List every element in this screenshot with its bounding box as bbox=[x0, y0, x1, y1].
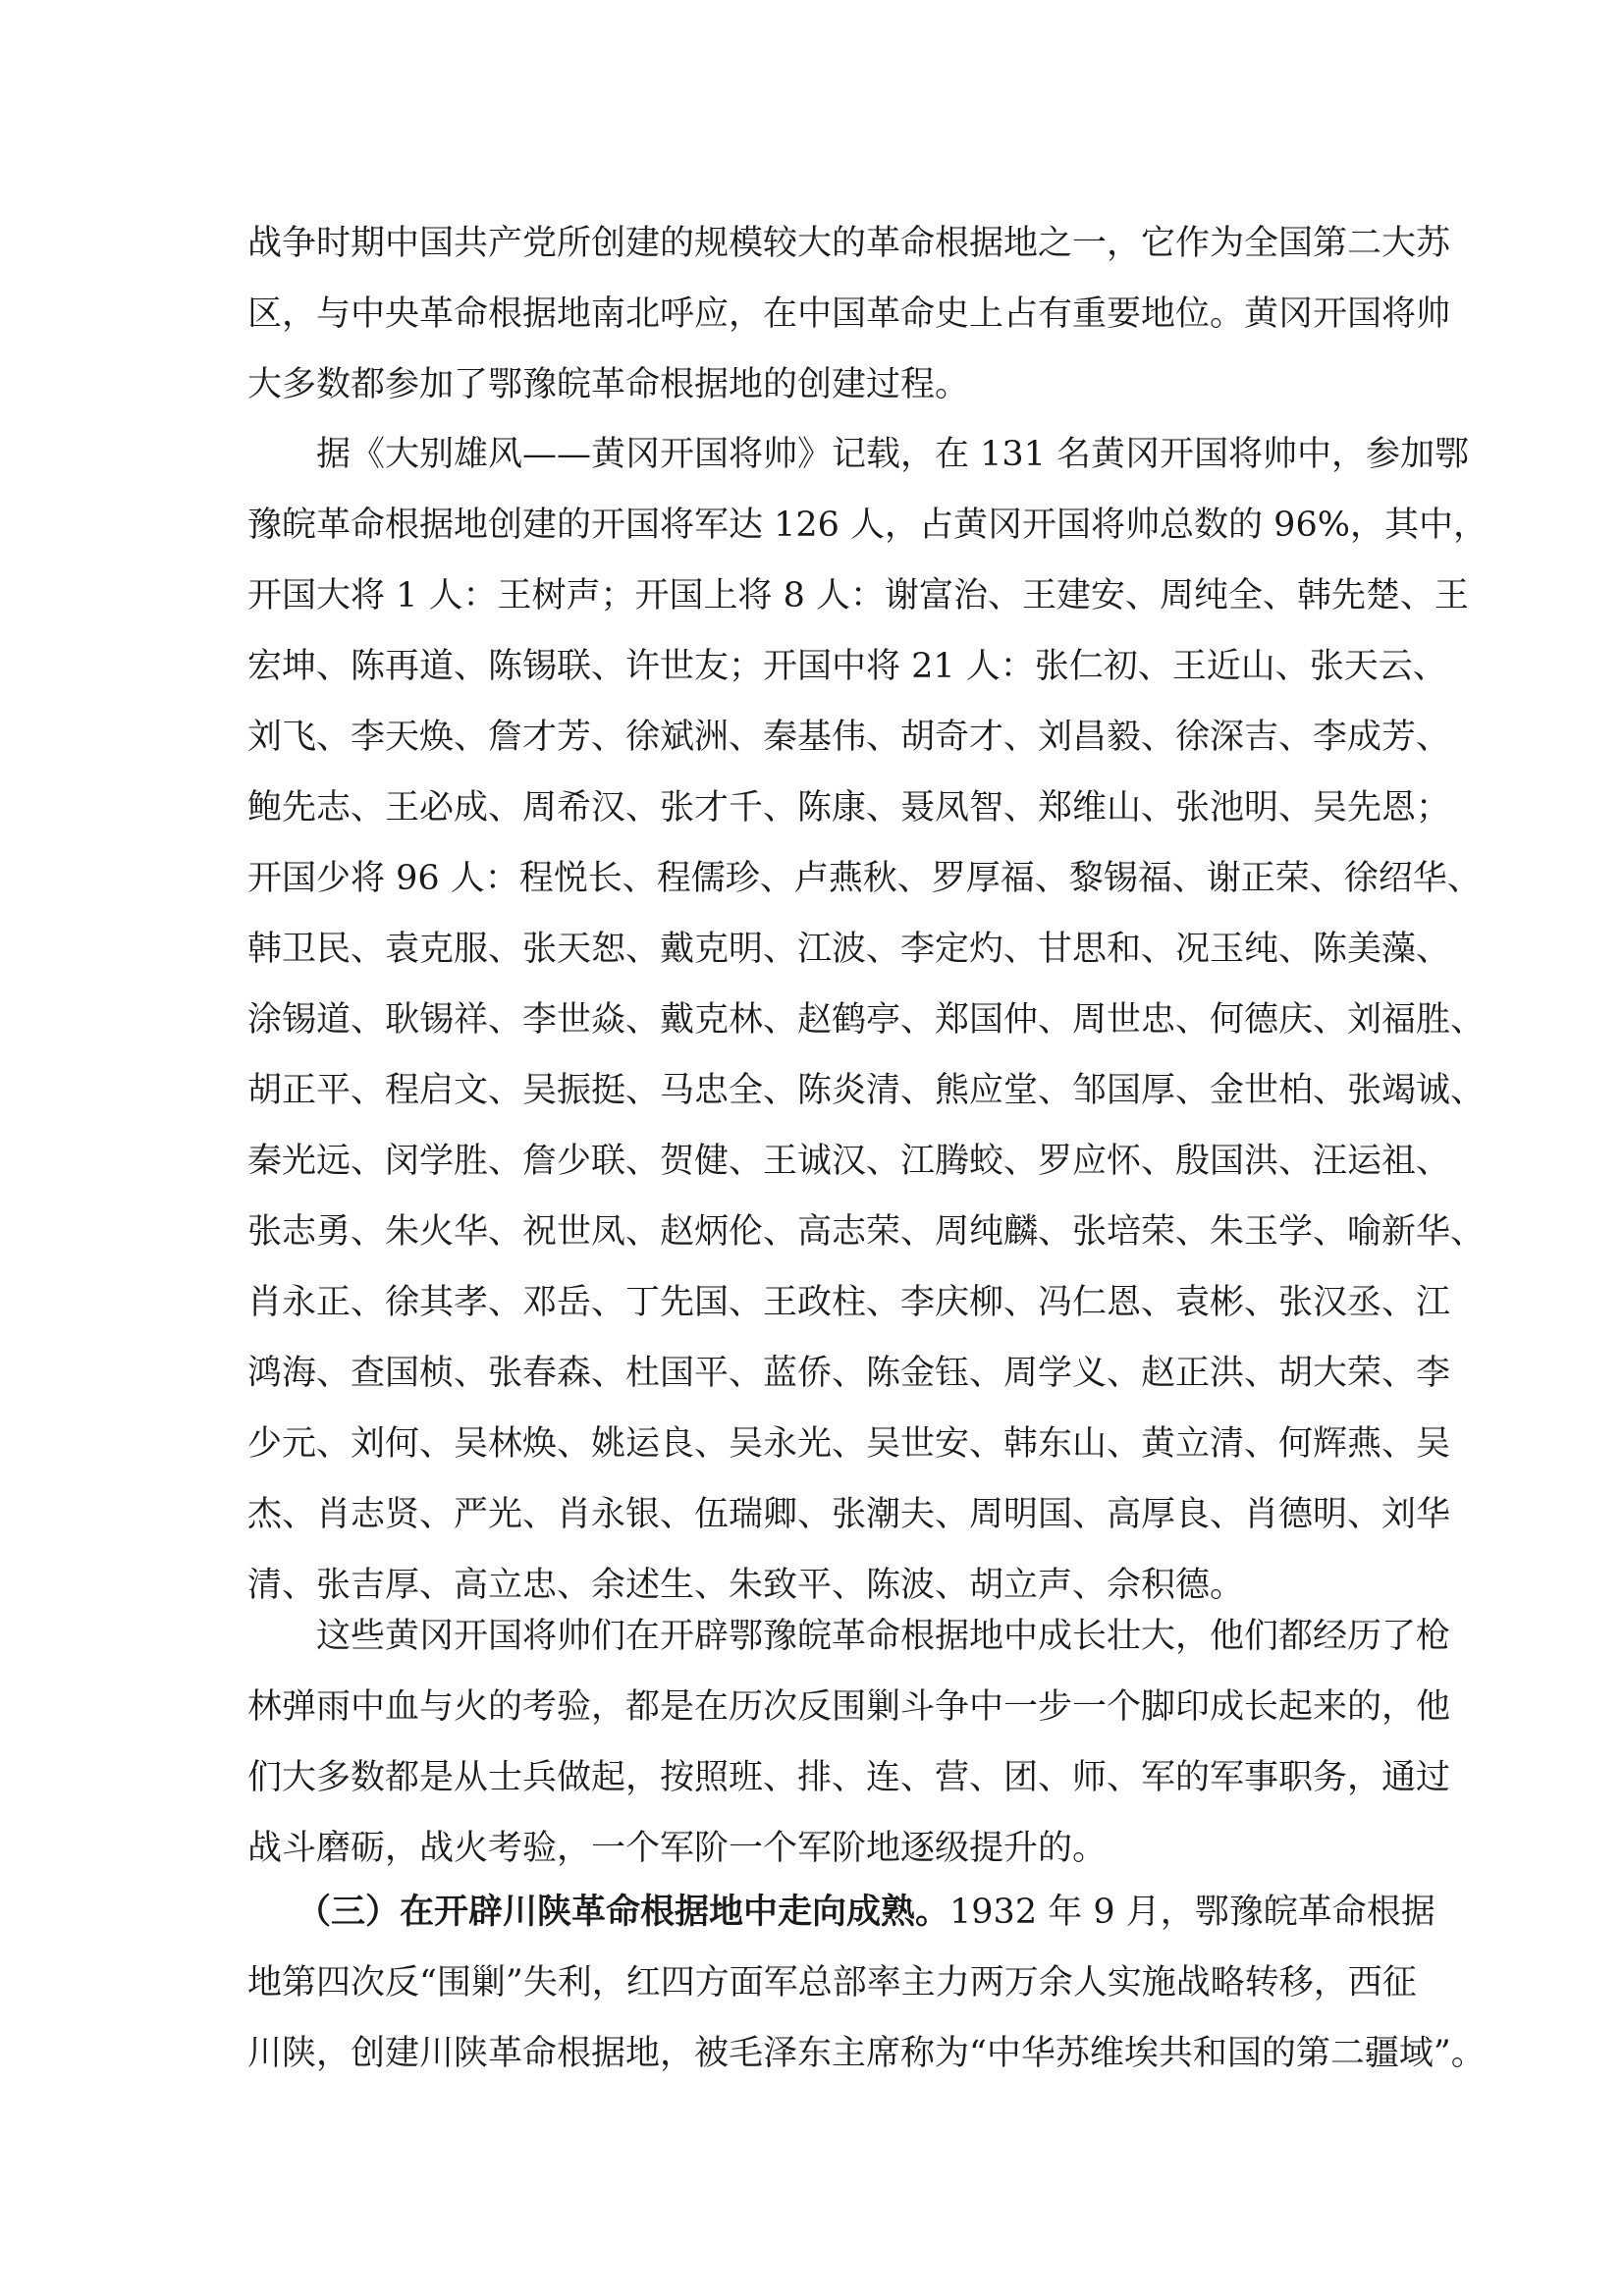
paragraph-line: 林弹雨中血与火的考验，都是在历次反围剿斗争中一步一个脚印成长起来的，他 bbox=[247, 1687, 1451, 1727]
paragraph-line: 刘飞、李天焕、詹才芳、徐斌洲、秦基伟、胡奇才、刘昌毅、徐深吉、李成芳、 bbox=[247, 718, 1451, 757]
paragraph-line: 川陕，创建川陕革命根据地，被毛泽东主席称为“中华苏维埃共和国的第二疆域”。 bbox=[247, 2034, 1486, 2073]
heading-line-rest: 1932 年 9 月，鄂豫皖革命根据 bbox=[949, 1893, 1435, 1932]
paragraph-line: 秦光远、闵学胜、詹少联、贺健、王诚汉、江腾蛟、罗应怀、殷国洪、汪运祖、 bbox=[247, 1142, 1451, 1181]
paragraph-line: 区，与中央革命根据地南北呼应，在中国革命史上占有重要地位。黄冈开国将帅 bbox=[247, 294, 1451, 334]
paragraph-line: 宏坤、陈再道、陈锡联、许世友；开国中将 21 人：张仁初、王近山、张天云、 bbox=[247, 647, 1447, 686]
paragraph-line: 们大多数都是从士兵做起，按照班、排、连、营、团、师、军的军事职务，通过 bbox=[247, 1758, 1451, 1797]
paragraph-line: 大多数都参加了鄂豫皖革命根据地的创建过程。 bbox=[247, 365, 970, 404]
paragraph-line: 鲍先志、王必成、周希汉、张才千、陈康、聂凤智、郑维山、张池明、吴先恩； bbox=[247, 788, 1451, 828]
paragraph-line: 这些黄冈开国将帅们在开辟鄂豫皖革命根据地中成长壮大，他们都经历了枪 bbox=[316, 1617, 1451, 1656]
paragraph-heading-line bbox=[247, 1877, 1435, 1948]
paragraph-line: 胡正平、程启文、吴振挺、马忠全、陈炎清、熊应堂、邹国厚、金世柏、张竭诚、 bbox=[247, 1071, 1486, 1110]
paragraph-line: 韩卫民、袁克服、张天恕、戴克明、江波、李定灼、甘思和、况玉纯、陈美藻、 bbox=[247, 930, 1451, 969]
paragraph-line: 开国少将 96 人：程悦长、程儒珍、卢燕秋、罗厚福、黎锡福、谢正荣、徐绍华、 bbox=[247, 859, 1482, 898]
paragraph-line: 张志勇、朱火华、祝世凤、赵炳伦、高志荣、周纯麟、张培荣、朱玉学、喻新华、 bbox=[247, 1212, 1486, 1252]
paragraph-line: 肖永正、徐其孝、邓岳、丁先国、王政柱、李庆柳、冯仁恩、袁彬、张汉丞、江 bbox=[247, 1283, 1451, 1322]
paragraph-1 bbox=[247, 208, 1451, 420]
paragraph-2 bbox=[247, 419, 1488, 1621]
paragraph-4 bbox=[247, 1877, 1486, 2089]
paragraph-line: 涂锡道、耿锡祥、李世焱、戴克林、赵鹤亭、郑国仲、周世忠、何德庆、刘福胜、 bbox=[247, 1000, 1486, 1040]
paragraph-3 bbox=[247, 1601, 1451, 1884]
paragraph-line: 开国大将 1 人：王树声；开国上将 8 人：谢富治、王建安、周纯全、韩先楚、王 bbox=[247, 576, 1470, 615]
paragraph-line: 据《大别雄风——黄冈开国将帅》记载，在 131 名黄冈开国将帅中，参加鄂 bbox=[316, 435, 1470, 474]
paragraph-line: 战争时期中国共产党所创建的规模较大的革命根据地之一，它作为全国第二大苏 bbox=[247, 224, 1451, 263]
paragraph-line: 豫皖革命根据地创建的开国将军达 126 人，占黄冈开国将帅总数的 96%，其中， bbox=[247, 506, 1488, 545]
section-heading: （三）在开辟川陕革命根据地中走向成熟。 bbox=[297, 1892, 950, 1932]
paragraph-line: 清、张吉厚、高立忠、余述生、朱致平、陈波、胡立声、佘积德。 bbox=[247, 1566, 1245, 1605]
paragraph-line: 战斗磨砺，战火考验，一个军阶一个军阶地逐级提升的。 bbox=[247, 1829, 1108, 1868]
paragraph-line: 地第四次反“围剿”失利，红四方面军总部率主力两万余人实施战略转移，西征 bbox=[247, 1963, 1417, 2002]
paragraph-line: 少元、刘何、吴林焕、姚运良、吴永光、吴世安、韩东山、黄立清、何辉燕、吴 bbox=[247, 1424, 1451, 1464]
paragraph-line: 鸿海、查国桢、张春森、杜国平、蓝侨、陈金钰、周学义、赵正洪、胡大荣、李 bbox=[247, 1354, 1451, 1393]
paragraph-line: 杰、肖志贤、严光、肖永银、伍瑞卿、张潮夫、周明国、高厚良、肖德明、刘华 bbox=[247, 1495, 1451, 1534]
